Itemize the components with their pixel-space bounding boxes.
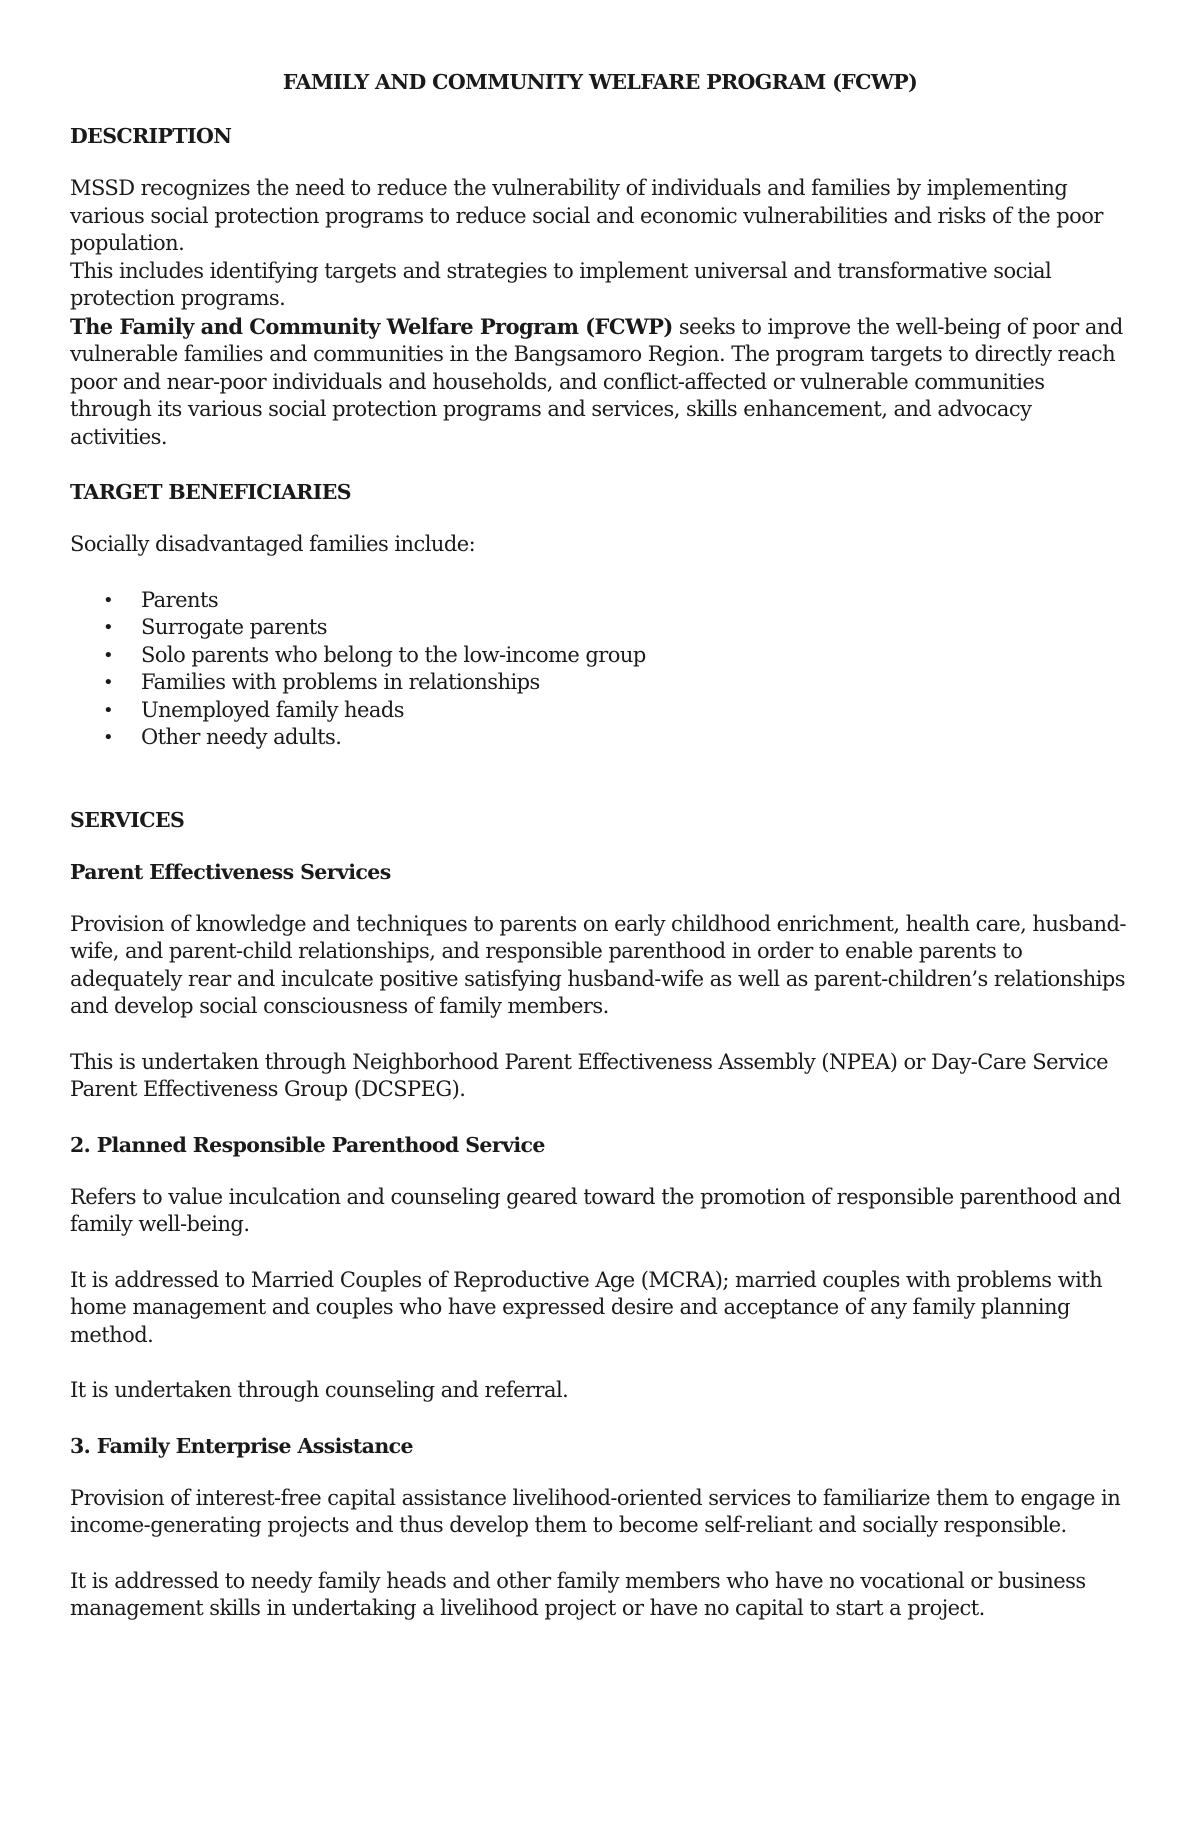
list-item: • Unemployed family heads [141,697,1130,725]
bullet-icon: • [103,699,114,721]
target-beneficiaries-heading: TARGET BENEFICIARIES [70,480,351,504]
bullet-icon: • [103,589,114,611]
bullet-icon: • [103,672,114,693]
list-item: • Surrogate parents [141,614,1130,642]
planned-parenthood-paragraph-3: It is undertaken through counseling and referral. [70,1378,569,1402]
beneficiaries-list [70,587,1130,752]
planned-parenthood-heading: 2. Planned Responsible Parenthood Service [70,1132,545,1157]
list-item: • Parents [141,587,1130,615]
description-paragraph-3 [70,313,1130,452]
bullet-icon: • [103,617,114,638]
list-item: • Other needy adults. [141,724,1130,752]
family-enterprise-paragraph-1: Provision of interest-free capital assistance livelihood-oriented services to familiarize them to engage in income-generating projects and thus develop them to become self-reliant and socially responsible. [70,1485,1121,1537]
parent-effectiveness-paragraph-2: This is undertaken through Neighborhood Parent Effectiveness Assembly (NPEA) or Day-Care Service Parent Effectiveness Group (DCSPEG). [70,1049,1109,1101]
list-item: • Families with problems in relationships [141,669,1130,697]
bullet-icon: • [103,727,114,748]
family-enterprise-heading: 3. Family Enterprise Assistance [70,1433,413,1458]
description-paragraph-2: This includes identifying targets and strategies to implement universal and transformative social protection programs. [70,258,1052,310]
parent-effectiveness-paragraph-1: Provision of knowledge and techniques to parents on early childhood enrichment, health care, husband-wife, and parent-child relationships, and responsible parenthood in order to enable parents to adequately rear and inculcate positive satisfying husband-wife as well as parent-children’s relationships and develop social consciousness of family members. [70,911,1126,1018]
planned-parenthood-paragraph-1: Refers to value inculcation and counseling geared toward the promotion of responsible parenthood and family well-being. [70,1184,1121,1236]
family-enterprise-paragraph-2: It is addressed to needy family heads and other family members who have no vocational or business management skills in undertaking a livelihood project or have no capital to start a project. [70,1568,1086,1620]
planned-parenthood-paragraph-2: It is addressed to Married Couples of Reproductive Age (MCRA); married couples with problems with home management and couples who have expressed desire and acceptance of any family planning method. [70,1267,1103,1347]
list-item: • Solo parents who belong to the low-income group [141,642,1130,670]
document-title: FAMILY AND COMMUNITY WELFARE PROGRAM (FCWP) [282,70,918,94]
description-paragraph-1: MSSD recognizes the need to reduce the vulnerability of individuals and families by implementing various social protection programs to reduce social and economic vulnerabilities and risks of the poor population. [70,176,1103,255]
parent-effectiveness-heading: Parent Effectiveness Services [70,859,391,884]
services-heading: SERVICES [70,807,185,832]
fcwp-bold-name: The Family and Community Welfare Program (FCWP) [70,313,673,339]
description-paragraph-3-text: seeks to improve the well-being of poor and vulnerable families and communities in the Bangsamoro Region. The program targets to directly reach poor and near-poor individuals and households, and conflict-affected or vulnerable communities through its various social protection programs and services, skills enhancement, and advocacy activities. [70,314,1123,449]
description-heading: DESCRIPTION [70,124,232,148]
target-intro: Socially disadvantaged families include: [70,532,476,556]
document-page [70,70,1130,1623]
bullet-icon: • [103,644,114,666]
